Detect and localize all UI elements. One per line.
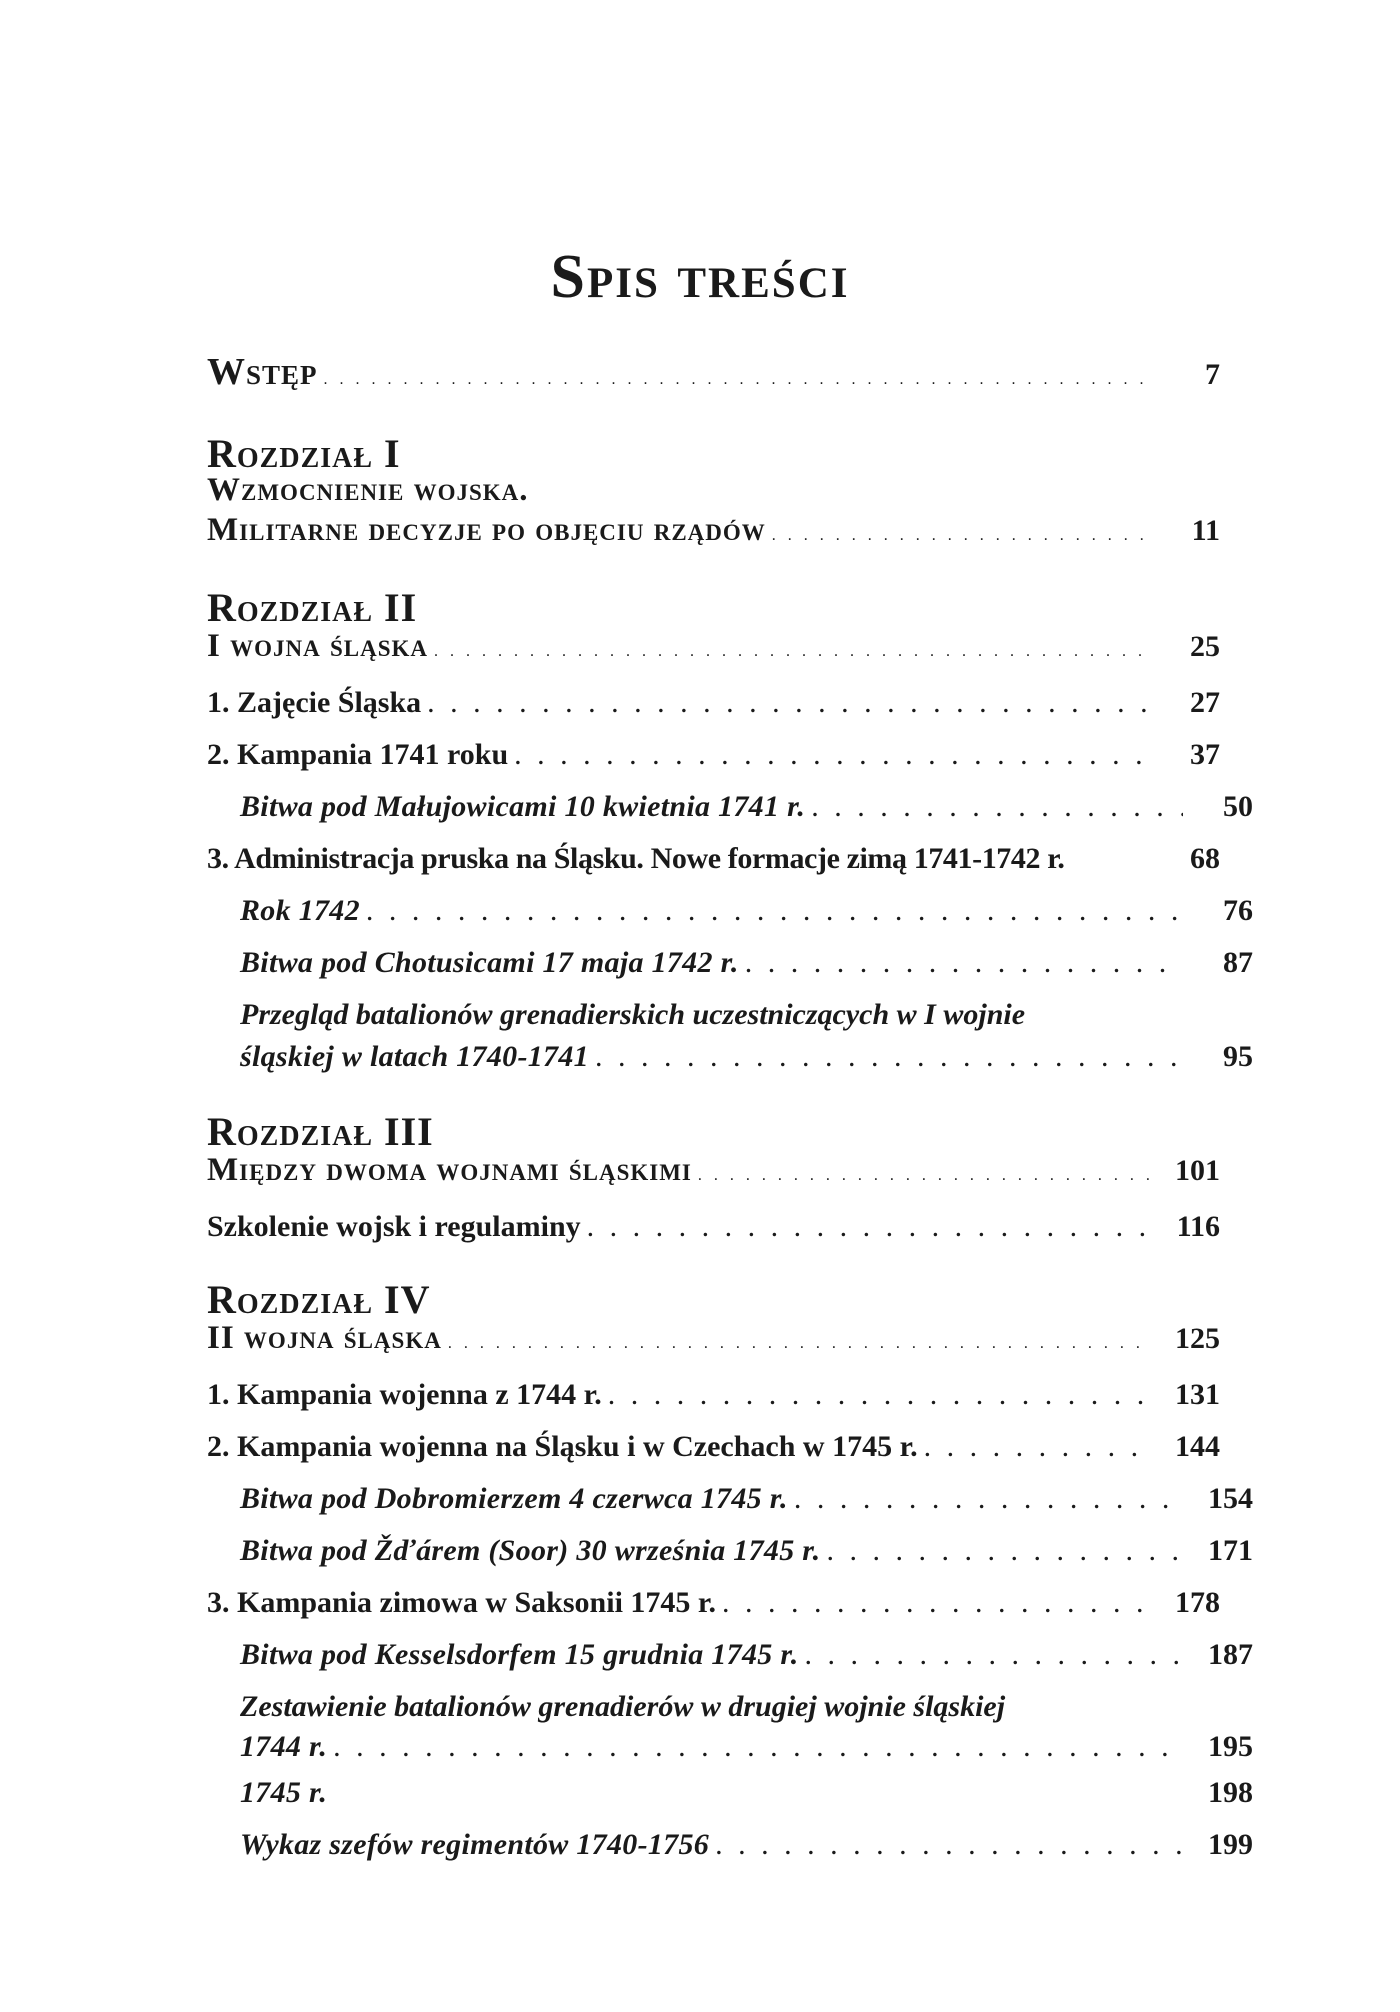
page-number: 195 xyxy=(1208,1730,1253,1763)
toc-subentry[interactable] xyxy=(207,1776,1253,1828)
toc-subentry[interactable] xyxy=(207,946,1253,998)
dot-leader xyxy=(811,790,1183,824)
toc-entry-label: 1744 r. xyxy=(240,1730,328,1763)
chapter-title-4: II wojna śląska xyxy=(207,1320,442,1356)
page-number: 198 xyxy=(1208,1776,1253,1809)
page-number: 154 xyxy=(1208,1482,1253,1515)
chapter-heading-4: Rozdział IV xyxy=(207,1277,431,1322)
dot-leader xyxy=(427,686,1150,720)
chapter-heading-2: Rozdział II xyxy=(207,585,418,630)
page-number: 125 xyxy=(1175,1322,1220,1355)
toc-entry-label: Bitwa pod Chotusicami 17 maja 1742 r. xyxy=(240,946,739,979)
dot-leader xyxy=(514,738,1150,772)
page-number: 87 xyxy=(1223,946,1253,979)
toc-entry-label: Szkolenie wojsk i regulaminy xyxy=(207,1210,581,1243)
dot-leader xyxy=(324,371,1150,389)
toc-subentry[interactable] xyxy=(207,1040,1253,1092)
toc-entry-label: 3. Kampania zimowa w Saksonii 1745 r. xyxy=(207,1586,716,1619)
toc-subentry-line1: Zestawienie batalionów grenadierów w drugiej wojnie śląskiej xyxy=(240,1690,1006,1723)
toc-entry-label: 3. Administracja pruska na Śląsku. Nowe formacje zimą 1741-1742 r. xyxy=(207,842,1065,875)
toc-entry[interactable] xyxy=(207,1430,1220,1482)
page-number: 11 xyxy=(1191,514,1220,547)
toc-entry-label: 2. Kampania wojenna na Śląsku i w Czechach w 1745 r. xyxy=(207,1430,918,1463)
toc-subentry[interactable] xyxy=(207,1730,1253,1776)
toc-subentry[interactable] xyxy=(207,790,1253,842)
page-number: 76 xyxy=(1223,894,1253,927)
page-number: 178 xyxy=(1175,1586,1220,1619)
toc-entry-label: 1. Kampania wojenna z 1744 r. xyxy=(207,1378,602,1411)
toc-entry-label: 2. Kampania 1741 roku xyxy=(207,738,509,771)
toc-entry-chapter-1[interactable] xyxy=(207,512,1220,556)
dot-leader xyxy=(587,1210,1150,1244)
dot-leader xyxy=(434,643,1150,661)
toc-entry-chapter-4[interactable] xyxy=(207,1320,1220,1372)
page-number: 187 xyxy=(1208,1638,1253,1671)
page-title: Spis treści xyxy=(550,243,850,311)
dot-leader xyxy=(805,1638,1183,1672)
toc-entry-label: Wykaz szefów regimentów 1740-1756 xyxy=(240,1828,710,1861)
chapter-heading-3: Rozdział III xyxy=(207,1109,434,1154)
page-number: 27 xyxy=(1190,686,1220,719)
page-number: 37 xyxy=(1190,738,1220,771)
dot-leader xyxy=(715,1828,1183,1862)
toc-entry-wstep[interactable] xyxy=(207,350,1220,396)
toc-entry[interactable] xyxy=(207,842,1220,894)
dot-leader xyxy=(366,894,1183,928)
dot-leader xyxy=(794,1482,1183,1516)
page-number: 116 xyxy=(1176,1210,1220,1243)
toc-subentry[interactable] xyxy=(207,1638,1253,1690)
toc-subentry[interactable] xyxy=(207,1534,1253,1586)
dot-leader xyxy=(826,1534,1183,1568)
toc-subentry[interactable] xyxy=(207,1828,1253,1880)
toc-entry-label: Wstęp xyxy=(207,351,318,393)
chapter-title-2: I wojna śląska xyxy=(207,628,428,664)
page-number: 101 xyxy=(1175,1154,1220,1187)
toc-entry-label: Rok 1742 xyxy=(240,894,360,927)
toc-entry[interactable] xyxy=(207,1378,1220,1430)
page-number: 199 xyxy=(1208,1828,1253,1861)
page-number: 171 xyxy=(1208,1534,1253,1567)
table-of-contents xyxy=(207,350,1253,1880)
dot-leader xyxy=(745,946,1183,980)
dot-leader xyxy=(448,1335,1150,1353)
chapter-title-1-line2: Militarne decyzje po objęciu rządów xyxy=(207,512,766,548)
toc-entry[interactable] xyxy=(207,686,1220,738)
toc-entry-label: Bitwa pod Kesselsdorfem 15 grudnia 1745 r. xyxy=(240,1638,799,1671)
toc-entry[interactable] xyxy=(207,738,1220,790)
toc-subentry-line1: Przegląd batalionów grenadierskich uczestniczących w I wojnie xyxy=(240,998,1026,1031)
page-number: 7 xyxy=(1205,358,1220,391)
toc-entry-label: Bitwa pod Małujowicami 10 kwietnia 1741 r. xyxy=(240,790,806,823)
toc-entry-label: Bitwa pod Žďárem (Soor) 30 września 1745 r. xyxy=(240,1534,821,1567)
page-number: 144 xyxy=(1175,1430,1220,1463)
toc-entry-label: Bitwa pod Dobromierzem 4 czerwca 1745 r. xyxy=(240,1482,788,1515)
dot-leader xyxy=(333,1730,1183,1764)
toc-subentry[interactable] xyxy=(207,894,1253,946)
toc-subentry[interactable] xyxy=(207,1482,1253,1534)
chapter-title-1-line1: Wzmocnienie wojska. xyxy=(207,472,529,508)
page-number: 95 xyxy=(1223,1040,1253,1073)
toc-entry-chapter-3[interactable] xyxy=(207,1152,1220,1204)
toc-entry-chapter-2[interactable] xyxy=(207,628,1220,680)
page-number: 25 xyxy=(1190,630,1220,663)
page-number: 68 xyxy=(1190,842,1220,875)
dot-leader xyxy=(924,1430,1150,1464)
dot-leader xyxy=(608,1378,1150,1412)
toc-entry[interactable] xyxy=(207,1586,1220,1638)
toc-entry-label: 1. Zajęcie Śląska xyxy=(207,686,422,719)
dot-leader xyxy=(698,1167,1150,1185)
toc-entry-label: śląskiej w latach 1740-1741 xyxy=(240,1040,589,1073)
dot-leader xyxy=(772,527,1150,545)
chapter-heading-1: Rozdział I xyxy=(207,431,401,476)
dot-leader xyxy=(595,1040,1183,1074)
toc-entry[interactable] xyxy=(207,1210,1220,1262)
chapter-title-3: Między dwoma wojnami śląskimi xyxy=(207,1152,692,1188)
dot-leader xyxy=(722,1586,1150,1620)
toc-entry-label: 1745 r. xyxy=(240,1776,328,1809)
page-number: 50 xyxy=(1223,790,1253,823)
page-number: 131 xyxy=(1175,1378,1220,1411)
